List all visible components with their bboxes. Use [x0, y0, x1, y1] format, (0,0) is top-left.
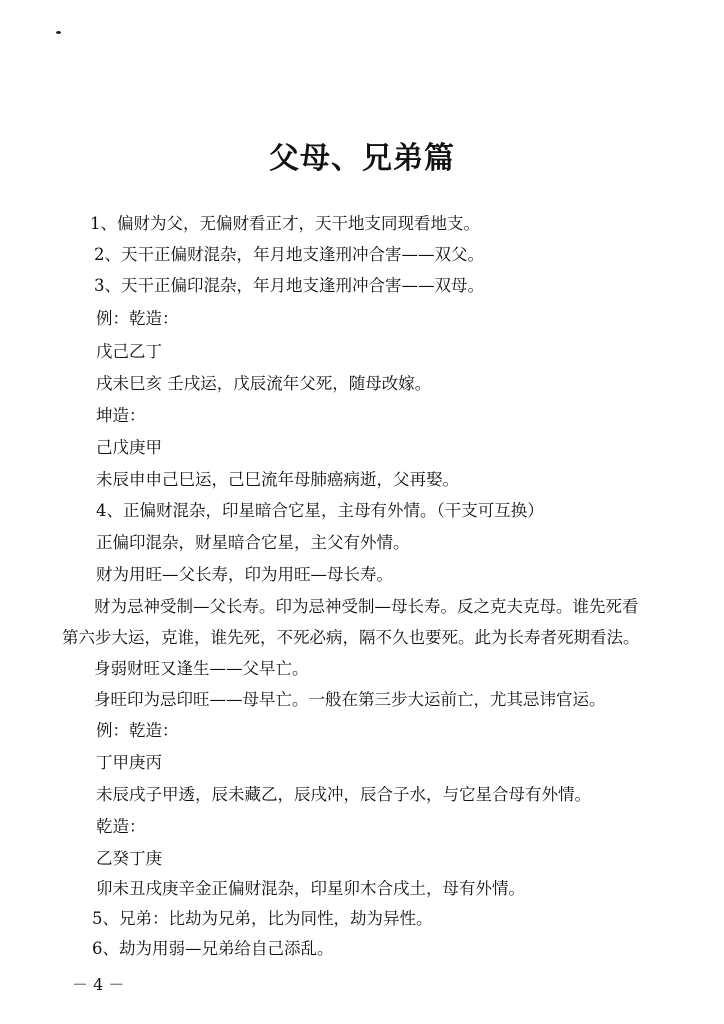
- text-line: 乙癸丁庚: [96, 849, 162, 868]
- text-line: 卯未丑戌庚辛金正偏财混杂，印星卯木合戌土，母有外情。: [96, 879, 525, 898]
- text-line: 财为忌神受制—父长寿。印为忌神受制—母长寿。反之克夫克母。谁先死看: [94, 597, 639, 616]
- scan-speck: [56, 31, 61, 34]
- text-line: 戊己乙丁: [96, 342, 162, 361]
- text-line: 6、劫为用弱—兄弟给自己添乱。: [92, 939, 334, 958]
- text-line: 3、天干正偏印混杂，年月地支逢刑冲合害——双母。: [94, 276, 484, 295]
- text-line: 戌未巳亥 壬戌运，戊辰流年父死，随母改嫁。: [96, 374, 432, 393]
- text-line: 第六步大运，克谁，谁先死，不死必病，隔不久也要死。此为长寿者死期看法。: [62, 628, 640, 647]
- text-line: 5、兄弟：比劫为兄弟，比为同性，劫为异性。: [92, 909, 433, 928]
- text-line: 例：乾造：: [96, 721, 179, 740]
- text-line: 例：乾造：: [96, 309, 179, 328]
- page-title: 父母、兄弟篇: [269, 141, 455, 176]
- text-line: 身弱财旺又逢生——父早亡。: [94, 659, 309, 678]
- page-number: － 4 －: [72, 975, 125, 994]
- text-line: 1、偏财为父，无偏财看正才，天干地支同现看地支。: [90, 214, 480, 233]
- text-line: 乾造：: [96, 817, 146, 836]
- text-line: 2、天干正偏财混杂，年月地支逢刑冲合害——双父。: [94, 245, 484, 264]
- text-line: 身旺印为忌印旺——母早亡。一般在第三步大运前亡，尤其忌讳官运。: [94, 690, 606, 709]
- text-line: 财为用旺—父长寿，印为用旺—母长寿。: [96, 565, 393, 584]
- text-line: 4、正偏财混杂，印星暗合它星，主母有外情。（干支可互换）: [96, 501, 544, 520]
- text-line: 坤造：: [96, 406, 146, 425]
- text-line: 正偏印混杂，财星暗合它星，主父有外情。: [96, 533, 410, 552]
- text-line: 丁甲庚丙: [96, 753, 162, 772]
- text-line: 未辰戌子甲透，辰未藏乙，辰戌冲，辰合子水，与它星合母有外情。: [96, 785, 591, 804]
- text-line: 己戊庚甲: [96, 438, 162, 457]
- text-line: 未辰申申己巳运，己巳流年母肺癌病逝，父再娶。: [96, 470, 459, 489]
